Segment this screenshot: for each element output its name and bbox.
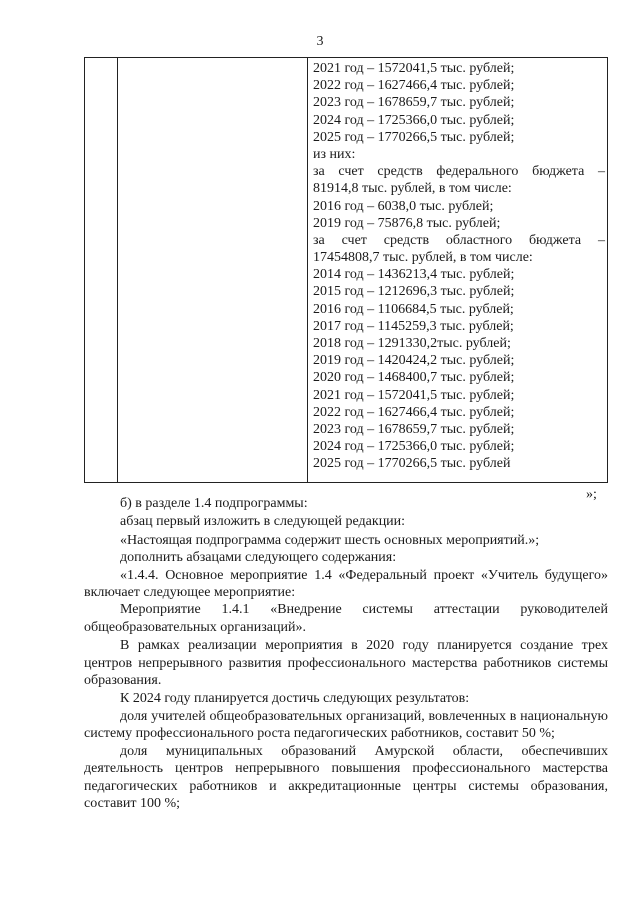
funding-line: за счет средств федерального бюджета – bbox=[313, 164, 605, 180]
funding-line: 2019 год – 1420424,2 тыс. рублей; bbox=[313, 353, 515, 369]
funding-line: за счет средств областного бюджета – bbox=[313, 232, 605, 248]
funding-line: 2023 год – 1678659,7 тыс. рублей; bbox=[313, 421, 515, 437]
quote-close-mark: »; bbox=[586, 487, 597, 502]
funding-line: 2025 год – 1770266,5 тыс. рублей; bbox=[313, 129, 515, 145]
funding-line: 2017 год – 1145259,3 тыс. рублей; bbox=[313, 318, 514, 334]
funding-line: 2019 год – 75876,8 тыс. рублей; bbox=[313, 215, 501, 231]
funding-line: 2024 год – 1725366,0 тыс. рублей; bbox=[313, 112, 515, 128]
funding-line: 2025 год – 1770266,5 тыс. рублей bbox=[313, 456, 511, 472]
funding-line: 2021 год – 1572041,5 тыс. рублей; bbox=[313, 61, 515, 76]
paragraph: Мероприятие 1.4.1 «Внедрение системы аттестации руководителей общеобразовательных организаций». bbox=[84, 602, 608, 635]
paragraph: абзац первый изложить в следующей редакции: bbox=[120, 514, 406, 530]
funding-line: 2016 год – 1106684,5 тыс. рублей; bbox=[313, 301, 514, 317]
funding-line: 2024 год – 1725366,0 тыс. рублей; bbox=[313, 439, 515, 455]
paragraph: доля муниципальных образований Амурской области, обеспечивших деятельность центров непрерывного повышения профессионального мастерства педагогических работников и аккредитационные центры системы образования, составит 100 %; bbox=[84, 743, 608, 811]
paragraph: К 2024 году планируется достичь следующих результатов: bbox=[120, 691, 470, 707]
paragraph: «Настоящая подпрограмма содержит шесть основных мероприятий.»; bbox=[120, 532, 540, 548]
funding-line: 2022 год – 1627466,4 тыс. рублей; bbox=[313, 78, 515, 94]
funding-line: 2016 год – 6038,0 тыс. рублей; bbox=[313, 198, 494, 214]
table-column-divider bbox=[307, 58, 308, 482]
document-body bbox=[84, 495, 608, 812]
funding-line: 2022 год – 1627466,4 тыс. рублей; bbox=[313, 404, 515, 420]
funding-line: из них: bbox=[313, 146, 356, 162]
paragraph: «1.4.4. Основное мероприятие 1.4 «Федеральный проект «Учитель будущего» включает следующее мероприятие: bbox=[84, 567, 608, 601]
paragraph: б) в разделе 1.4 подпрограммы: bbox=[120, 496, 308, 511]
funding-line: 2021 год – 1572041,5 тыс. рублей; bbox=[313, 387, 515, 403]
table-column-divider bbox=[117, 58, 118, 482]
funding-line: 2023 год – 1678659,7 тыс. рублей; bbox=[313, 95, 515, 111]
funding-cell bbox=[313, 60, 605, 473]
funding-line: 2018 год – 1291330,2тыс. рублей; bbox=[313, 336, 511, 351]
funding-line: 81914,8 тыс. рублей, в том числе: bbox=[313, 181, 512, 197]
funding-line: 2020 год – 1468400,7 тыс. рублей; bbox=[313, 370, 515, 386]
funding-line: 2014 год – 1436213,4 тыс. рублей; bbox=[313, 267, 515, 283]
page-number: 3 bbox=[316, 34, 324, 49]
paragraph: доля учителей общеобразовательных организаций, вовлеченных в национальную систему профессионального роста педагогических работников, составит 50 %; bbox=[84, 708, 608, 742]
funding-line: 2015 год – 1212696,3 тыс. рублей; bbox=[313, 284, 515, 300]
funding-table bbox=[84, 57, 608, 483]
paragraph: В рамках реализации мероприятия в 2020 году планируется создание трех центров непрерывного развития профессионального мастерства работников системы образования. bbox=[84, 638, 608, 689]
paragraph: дополнить абзацами следующего содержания: bbox=[120, 550, 397, 566]
funding-line: 17454808,7 тыс. рублей, в том числе: bbox=[313, 250, 533, 266]
